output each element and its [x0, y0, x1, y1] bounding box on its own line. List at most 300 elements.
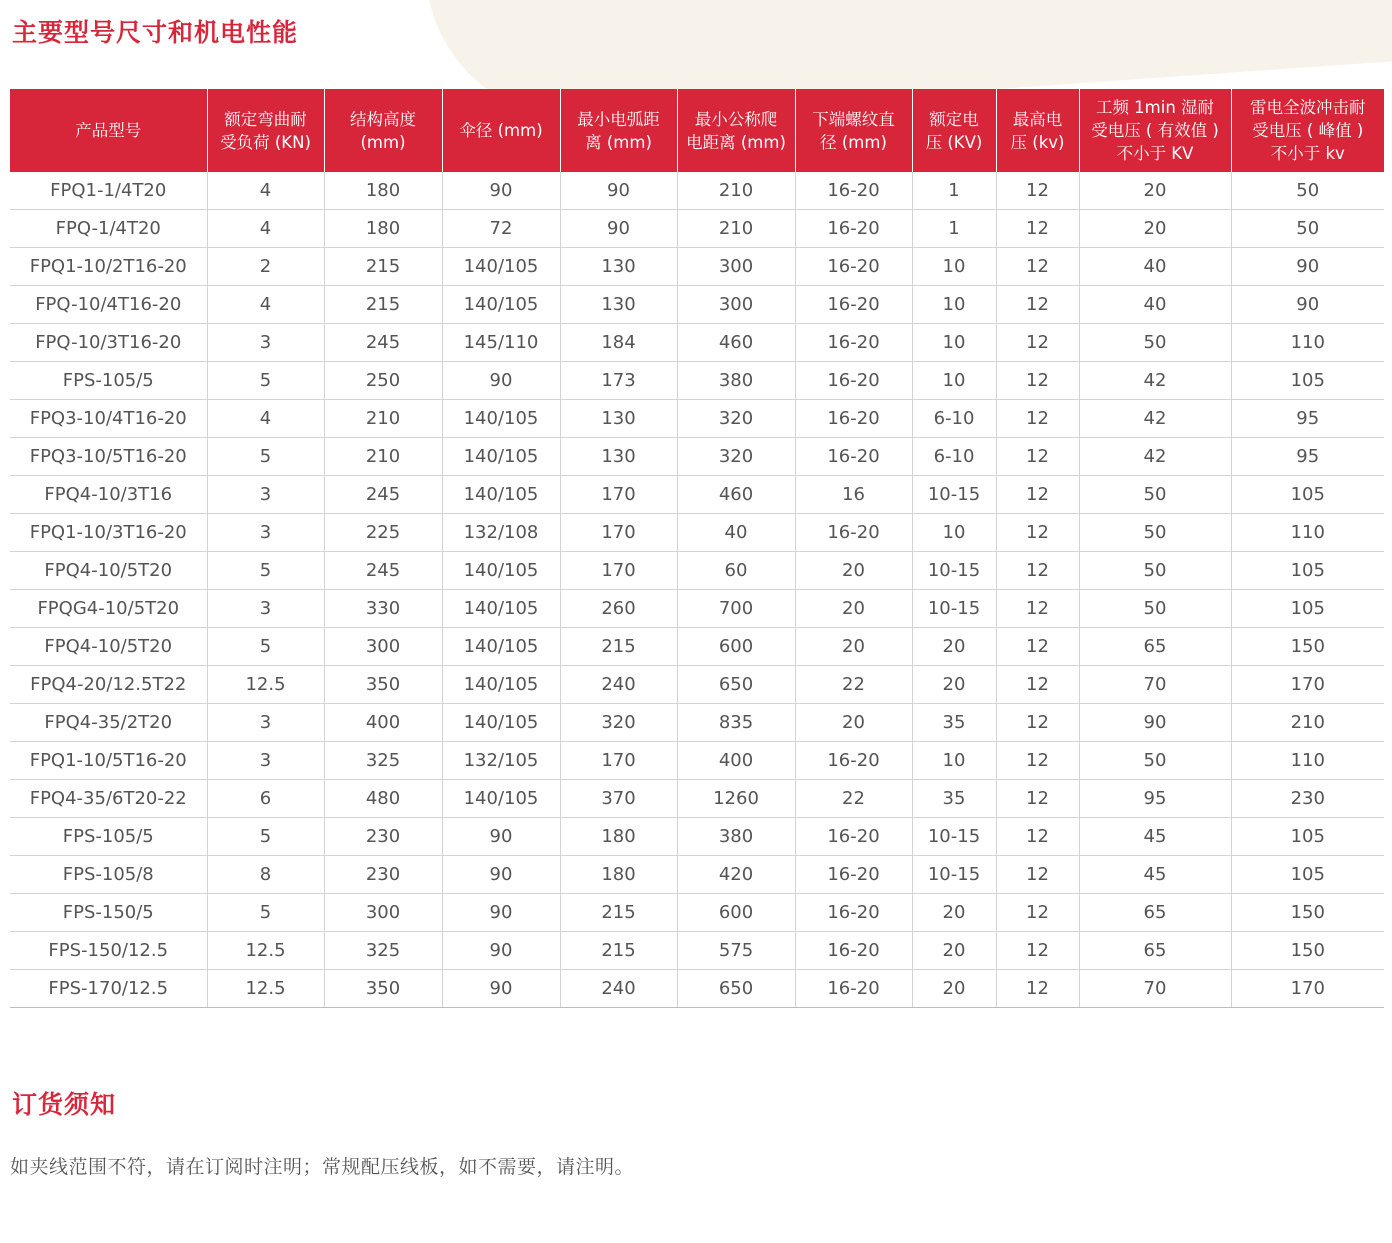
table-cell: 180 [560, 818, 677, 856]
table-cell: 110 [1231, 324, 1384, 362]
column-header [10, 89, 207, 172]
table-cell: 245 [324, 476, 442, 514]
table-cell: 90 [442, 856, 560, 894]
table-cell: 400 [677, 742, 795, 780]
column-header-line: 最小公称爬 [694, 109, 778, 129]
table-cell: 140/105 [442, 248, 560, 286]
table-cell: 145/110 [442, 324, 560, 362]
product-model-cell: FPS-105/8 [10, 856, 207, 894]
column-header-line: 额定弯曲耐 [224, 109, 307, 129]
table-cell: 4 [207, 172, 324, 210]
table-cell: 350 [324, 970, 442, 1008]
notice-title: 订货须知 [12, 1090, 117, 1119]
table-cell: 215 [324, 248, 442, 286]
table-cell: 5 [207, 894, 324, 932]
column-header-line: 额定电 [929, 109, 979, 129]
table-cell: 20 [1079, 210, 1231, 248]
column-header-line: 下端螺纹直 [812, 109, 895, 129]
table-cell: 225 [324, 514, 442, 552]
table-row [10, 704, 1384, 742]
table-cell: 20 [912, 894, 996, 932]
table-cell: 70 [1079, 666, 1231, 704]
table-cell: 90 [442, 932, 560, 970]
table-cell: 105 [1231, 362, 1384, 400]
table-cell: 16-20 [795, 742, 912, 780]
table-cell: 240 [560, 970, 677, 1008]
column-header-line: 产品型号 [75, 121, 142, 140]
table-cell: 45 [1079, 856, 1231, 894]
table-cell: 95 [1079, 780, 1231, 818]
table-cell: 170 [560, 552, 677, 590]
table-cell: 42 [1079, 400, 1231, 438]
table-cell: 150 [1231, 628, 1384, 666]
product-model-cell: FPS-170/12.5 [10, 970, 207, 1008]
table-cell: 215 [560, 894, 677, 932]
column-header-line: 不小于 kv [1270, 144, 1345, 163]
table-row [10, 856, 1384, 894]
product-model-cell: FPQ1-1/4T20 [10, 172, 207, 210]
table-row [10, 514, 1384, 552]
table-cell: 215 [560, 628, 677, 666]
table-cell: 10 [912, 324, 996, 362]
table-cell: 16-20 [795, 970, 912, 1008]
table-cell: 10-15 [912, 856, 996, 894]
table-cell: 260 [560, 590, 677, 628]
table-cell: 420 [677, 856, 795, 894]
table-cell: 12 [996, 438, 1079, 476]
table-cell: 1260 [677, 780, 795, 818]
table-cell: 22 [795, 666, 912, 704]
column-header [442, 89, 560, 172]
table-cell: 230 [324, 856, 442, 894]
table-cell: 12 [996, 894, 1079, 932]
table-cell: 95 [1231, 438, 1384, 476]
table-cell: 140/105 [442, 628, 560, 666]
table-cell: 170 [1231, 666, 1384, 704]
table-cell: 90 [1079, 704, 1231, 742]
table-cell: 460 [677, 324, 795, 362]
header-row [10, 89, 1384, 172]
table-cell: 10 [912, 248, 996, 286]
table-cell: 20 [795, 704, 912, 742]
table-cell: 12 [996, 628, 1079, 666]
column-header [912, 89, 996, 172]
table-cell: 16-20 [795, 438, 912, 476]
table-cell: 70 [1079, 970, 1231, 1008]
table-row [10, 628, 1384, 666]
table-cell: 12 [996, 400, 1079, 438]
table-cell: 8 [207, 856, 324, 894]
product-model-cell: FPQ3-10/5T16-20 [10, 438, 207, 476]
table-cell: 12 [996, 552, 1079, 590]
table-cell: 5 [207, 552, 324, 590]
table-row [10, 400, 1384, 438]
table-cell: 45 [1079, 818, 1231, 856]
table-cell: 650 [677, 666, 795, 704]
table-cell: 40 [1079, 286, 1231, 324]
table-cell: 370 [560, 780, 677, 818]
column-header-line: 径 (mm) [820, 132, 887, 152]
table-cell: 40 [677, 514, 795, 552]
column-header-line: 最高电 [1012, 109, 1063, 129]
product-model-cell: FPQ4-20/12.5T22 [10, 666, 207, 704]
table-cell: 210 [1231, 704, 1384, 742]
table-cell: 20 [912, 932, 996, 970]
table-cell: 22 [795, 780, 912, 818]
table-cell: 16-20 [795, 894, 912, 932]
table-cell: 350 [324, 666, 442, 704]
table-cell: 132/105 [442, 742, 560, 780]
table-cell: 110 [1231, 514, 1384, 552]
table-cell: 12 [996, 856, 1079, 894]
table-cell: 12 [996, 248, 1079, 286]
product-model-cell: FPQ1-10/5T16-20 [10, 742, 207, 780]
table-cell: 180 [324, 172, 442, 210]
table-cell: 12 [996, 780, 1079, 818]
table-cell: 12 [996, 362, 1079, 400]
table-cell: 12 [996, 514, 1079, 552]
notice-text: 如夹线范围不符，请在订阅时注明；常规配压线板，如不需要，请注明。 [10, 1156, 635, 1178]
table-cell: 320 [677, 400, 795, 438]
table-cell: 20 [1079, 172, 1231, 210]
table-row [10, 894, 1384, 932]
table-cell: 16-20 [795, 856, 912, 894]
table-cell: 16-20 [795, 818, 912, 856]
table-cell: 65 [1079, 628, 1231, 666]
table-cell: 210 [677, 172, 795, 210]
table-cell: 130 [560, 248, 677, 286]
table-cell: 380 [677, 818, 795, 856]
specifications-table [10, 89, 1384, 1008]
table-cell: 50 [1231, 210, 1384, 248]
table-cell: 170 [1231, 970, 1384, 1008]
product-model-cell: FPQ4-10/5T20 [10, 628, 207, 666]
table-cell: 5 [207, 628, 324, 666]
column-header-line: 结构高度 [350, 109, 416, 129]
table-cell: 4 [207, 286, 324, 324]
table-cell: 6 [207, 780, 324, 818]
table-cell: 170 [560, 476, 677, 514]
table-cell: 170 [560, 742, 677, 780]
column-header-line: 电距离 (mm) [686, 132, 786, 152]
table-cell: 16-20 [795, 362, 912, 400]
table-row [10, 932, 1384, 970]
table-cell: 50 [1079, 742, 1231, 780]
column-header-line: 工频 1min 湿耐 [1095, 98, 1215, 117]
table-cell: 3 [207, 514, 324, 552]
table-cell: 835 [677, 704, 795, 742]
table-cell: 210 [677, 210, 795, 248]
table-body [10, 172, 1384, 1008]
table-cell: 50 [1079, 324, 1231, 362]
table-cell: 16 [795, 476, 912, 514]
table-cell: 16-20 [795, 248, 912, 286]
table-cell: 180 [324, 210, 442, 248]
table-cell: 140/105 [442, 780, 560, 818]
table-row [10, 362, 1384, 400]
table-cell: 65 [1079, 894, 1231, 932]
table-cell: 42 [1079, 362, 1231, 400]
table-row [10, 666, 1384, 704]
product-model-cell: FPS-105/5 [10, 818, 207, 856]
table-cell: 16-20 [795, 172, 912, 210]
table-cell: 65 [1079, 932, 1231, 970]
table-cell: 140/105 [442, 438, 560, 476]
table-cell: 325 [324, 932, 442, 970]
table-cell: 20 [912, 970, 996, 1008]
table-cell: 50 [1079, 476, 1231, 514]
table-cell: 90 [1231, 248, 1384, 286]
table-cell: 12.5 [207, 970, 324, 1008]
table-cell: 90 [442, 894, 560, 932]
table-cell: 240 [560, 666, 677, 704]
table-cell: 50 [1079, 552, 1231, 590]
table-cell: 600 [677, 894, 795, 932]
table-cell: 50 [1079, 590, 1231, 628]
column-header-line: (mm) [360, 132, 406, 152]
table-cell: 5 [207, 362, 324, 400]
table-cell: 480 [324, 780, 442, 818]
table-cell: 5 [207, 438, 324, 476]
table-row [10, 818, 1384, 856]
table-row [10, 780, 1384, 818]
column-header-line: 雷电全波冲击耐 [1250, 98, 1366, 117]
product-model-cell: FPQ-1/4T20 [10, 210, 207, 248]
table-cell: 3 [207, 590, 324, 628]
table-cell: 20 [912, 628, 996, 666]
column-header [795, 89, 912, 172]
table-cell: 105 [1231, 476, 1384, 514]
table-row [10, 552, 1384, 590]
table-cell: 140/105 [442, 476, 560, 514]
product-model-cell: FPS-105/5 [10, 362, 207, 400]
table-cell: 16-20 [795, 286, 912, 324]
table-cell: 20 [795, 590, 912, 628]
table-cell: 400 [324, 704, 442, 742]
table-cell: 90 [560, 172, 677, 210]
table-cell: 12.5 [207, 666, 324, 704]
column-header-line: 压 (kv) [1010, 132, 1065, 152]
table-cell: 72 [442, 210, 560, 248]
table-cell: 12 [996, 932, 1079, 970]
product-model-cell: FPQ4-10/3T16 [10, 476, 207, 514]
table-cell: 140/105 [442, 666, 560, 704]
table-row [10, 210, 1384, 248]
table-cell: 130 [560, 286, 677, 324]
table-cell: 105 [1231, 590, 1384, 628]
table-cell: 10-15 [912, 552, 996, 590]
table-cell: 320 [560, 704, 677, 742]
table-cell: 6-10 [912, 438, 996, 476]
table-cell: 215 [324, 286, 442, 324]
table-cell: 215 [560, 932, 677, 970]
table-cell: 1 [912, 172, 996, 210]
table-cell: 600 [677, 628, 795, 666]
table-cell: 60 [677, 552, 795, 590]
column-header-line: 离 (mm) [585, 132, 652, 152]
product-model-cell: FPQ1-10/2T16-20 [10, 248, 207, 286]
table-cell: 300 [324, 628, 442, 666]
column-header [1079, 89, 1231, 172]
table-cell: 140/105 [442, 704, 560, 742]
column-header [560, 89, 677, 172]
table-row [10, 324, 1384, 362]
table-row [10, 970, 1384, 1008]
table-cell: 180 [560, 856, 677, 894]
table-cell: 380 [677, 362, 795, 400]
column-header-line: 受电压 ( 有效值 ) [1091, 121, 1219, 140]
table-cell: 12 [996, 704, 1079, 742]
table-cell: 35 [912, 780, 996, 818]
column-header-line: 伞径 (mm) [459, 121, 543, 140]
table-cell: 650 [677, 970, 795, 1008]
table-cell: 110 [1231, 742, 1384, 780]
table-cell: 90 [560, 210, 677, 248]
table-cell: 245 [324, 552, 442, 590]
product-model-cell: FPQ4-35/2T20 [10, 704, 207, 742]
table-cell: 130 [560, 438, 677, 476]
table-cell: 16-20 [795, 932, 912, 970]
table-cell: 12 [996, 666, 1079, 704]
table-cell: 12 [996, 476, 1079, 514]
table-cell: 3 [207, 704, 324, 742]
table-cell: 140/105 [442, 552, 560, 590]
product-model-cell: FPQ1-10/3T16-20 [10, 514, 207, 552]
table-cell: 10-15 [912, 818, 996, 856]
table-cell: 10-15 [912, 590, 996, 628]
table-row [10, 742, 1384, 780]
table-cell: 300 [324, 894, 442, 932]
table-cell: 3 [207, 476, 324, 514]
table-cell: 10 [912, 286, 996, 324]
column-header-line: 不小于 KV [1116, 144, 1194, 163]
table-cell: 184 [560, 324, 677, 362]
table-row [10, 476, 1384, 514]
table-cell: 132/108 [442, 514, 560, 552]
table-cell: 12 [996, 324, 1079, 362]
table-cell: 4 [207, 400, 324, 438]
table-cell: 12 [996, 970, 1079, 1008]
table-cell: 140/105 [442, 286, 560, 324]
table-cell: 460 [677, 476, 795, 514]
table-cell: 700 [677, 590, 795, 628]
table-row [10, 248, 1384, 286]
table-cell: 2 [207, 248, 324, 286]
table-row [10, 590, 1384, 628]
table-cell: 210 [324, 400, 442, 438]
table-cell: 50 [1231, 172, 1384, 210]
table-cell: 325 [324, 742, 442, 780]
table-cell: 330 [324, 590, 442, 628]
table-cell: 40 [1079, 248, 1231, 286]
column-header [996, 89, 1079, 172]
table-cell: 130 [560, 400, 677, 438]
table-cell: 12 [996, 590, 1079, 628]
product-model-cell: FPQ4-35/6T20-22 [10, 780, 207, 818]
table-cell: 20 [795, 628, 912, 666]
table-cell: 150 [1231, 894, 1384, 932]
column-header [677, 89, 795, 172]
table-cell: 105 [1231, 856, 1384, 894]
product-model-cell: FPS-150/5 [10, 894, 207, 932]
table-cell: 105 [1231, 552, 1384, 590]
table-row [10, 438, 1384, 476]
table-cell: 90 [442, 970, 560, 1008]
table-cell: 90 [442, 172, 560, 210]
product-model-cell: FPQ4-10/5T20 [10, 552, 207, 590]
table-cell: 10 [912, 362, 996, 400]
table-cell: 12.5 [207, 932, 324, 970]
table-cell: 6-10 [912, 400, 996, 438]
table-cell: 140/105 [442, 590, 560, 628]
column-header-line: 最小电弧距 [577, 109, 660, 129]
table-cell: 35 [912, 704, 996, 742]
table-cell: 140/105 [442, 400, 560, 438]
table-cell: 105 [1231, 818, 1384, 856]
table-cell: 3 [207, 742, 324, 780]
product-model-cell: FPS-150/12.5 [10, 932, 207, 970]
table-cell: 20 [912, 666, 996, 704]
table-cell: 12 [996, 286, 1079, 324]
table-cell: 20 [795, 552, 912, 590]
table-cell: 42 [1079, 438, 1231, 476]
table-cell: 230 [1231, 780, 1384, 818]
table-cell: 12 [996, 818, 1079, 856]
table-cell: 90 [442, 818, 560, 856]
table-cell: 10 [912, 742, 996, 780]
table-cell: 170 [560, 514, 677, 552]
product-model-cell: FPQ3-10/4T16-20 [10, 400, 207, 438]
product-model-cell: FPQ-10/3T16-20 [10, 324, 207, 362]
table-cell: 320 [677, 438, 795, 476]
table-cell: 95 [1231, 400, 1384, 438]
table-cell: 90 [442, 362, 560, 400]
column-header-line: 受电压 ( 峰值 ) [1252, 121, 1364, 140]
table-cell: 10-15 [912, 476, 996, 514]
table-cell: 12 [996, 172, 1079, 210]
table-cell: 4 [207, 210, 324, 248]
table-cell: 12 [996, 210, 1079, 248]
product-model-cell: FPQ-10/4T16-20 [10, 286, 207, 324]
column-header [207, 89, 324, 172]
column-header-line: 压 (KV) [925, 132, 983, 152]
table-cell: 50 [1079, 514, 1231, 552]
table-cell: 12 [996, 742, 1079, 780]
table-cell: 1 [912, 210, 996, 248]
table-cell: 300 [677, 286, 795, 324]
table-cell: 210 [324, 438, 442, 476]
product-model-cell: FPQG4-10/5T20 [10, 590, 207, 628]
table-cell: 230 [324, 818, 442, 856]
table-cell: 150 [1231, 932, 1384, 970]
table-row [10, 286, 1384, 324]
column-header [324, 89, 442, 172]
table-cell: 16-20 [795, 400, 912, 438]
table-cell: 3 [207, 324, 324, 362]
table-cell: 16-20 [795, 324, 912, 362]
table-cell: 173 [560, 362, 677, 400]
table-cell: 16-20 [795, 514, 912, 552]
table-cell: 300 [677, 248, 795, 286]
table-cell: 245 [324, 324, 442, 362]
table-row [10, 172, 1384, 210]
table-cell: 5 [207, 818, 324, 856]
table-cell: 575 [677, 932, 795, 970]
column-header [1231, 89, 1384, 172]
table-cell: 10 [912, 514, 996, 552]
table-header [10, 89, 1384, 172]
column-header-line: 受负荷 (KN) [220, 132, 311, 152]
